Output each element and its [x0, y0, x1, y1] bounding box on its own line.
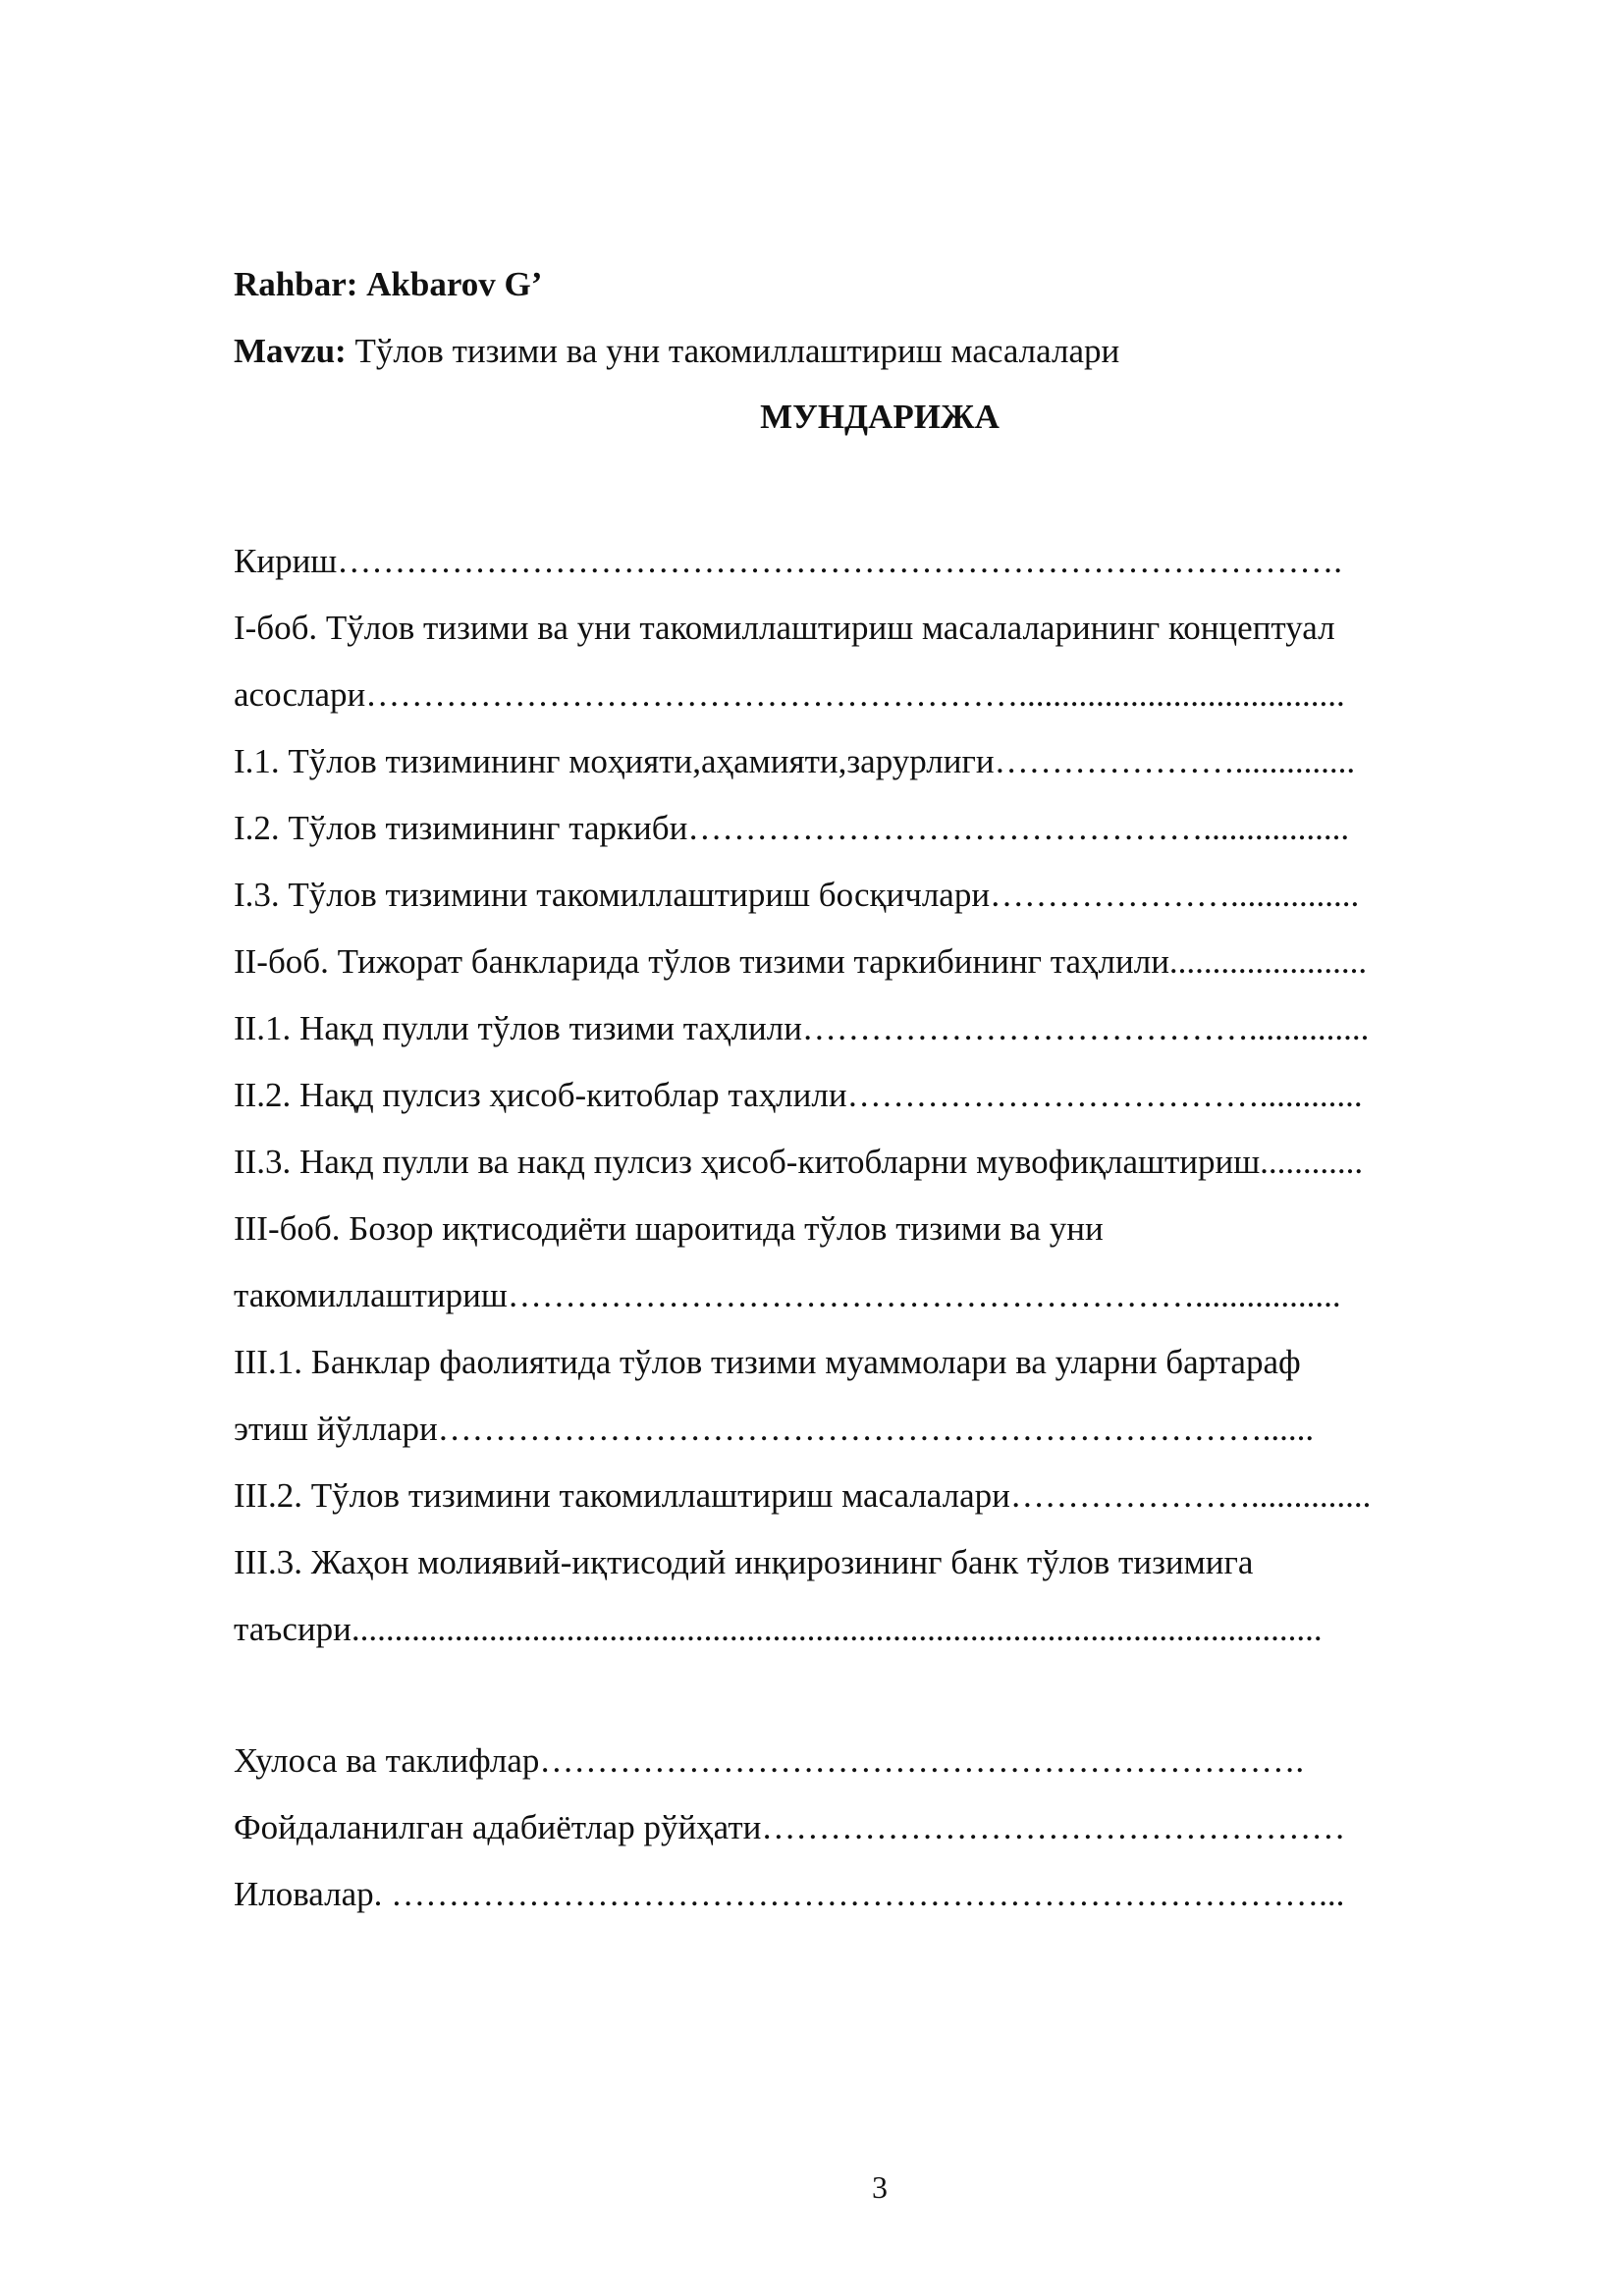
- toc-line-section-3-1-cont: этиш йўллари………………………………………………………………......: [234, 1410, 1315, 1448]
- toc-line-appendices: Иловалар. ………………………………………………………………………...: [234, 1875, 1345, 1913]
- toc-line-conclusion: Хулоса ва таклифлар………………………………………………………….: [234, 1741, 1305, 1780]
- toc-line-section-3-3-cont: таъсири.................................................................................................................: [234, 1610, 1323, 1648]
- topic-label: Mavzu:: [234, 332, 347, 370]
- table-of-contents: [234, 528, 1510, 1928]
- topic-line: [234, 332, 1119, 371]
- toc-line-intro: Кириш…………………………………………………………………………….: [234, 542, 1343, 580]
- toc-spacer: [234, 1663, 1510, 1728]
- toc-title: МУНДАРИЖА: [760, 398, 1000, 436]
- toc-line-chapter-1-cont: асослари…………………………………………………......................................: [234, 675, 1345, 714]
- toc-line-section-1-2: I.2. Тўлов тизимининг таркиби……………………………………….................: [234, 809, 1350, 847]
- supervisor-line: [234, 265, 542, 304]
- toc-line-section-2-1: II.1. Нақд пулли тўлов тизими таҳлили…………………………………..............: [234, 1009, 1370, 1047]
- supervisor-name: Akbarov G’: [366, 265, 543, 303]
- toc-line-chapter-2: II-боб. Тижорат банкларида тўлов тизими таркибининг таҳлили.......................: [234, 942, 1368, 981]
- toc-line-chapter-1: I-боб. Тўлов тизими ва уни такомиллаштириш масалаларининг концептуал: [234, 609, 1335, 647]
- supervisor-label: Rahbar:: [234, 265, 358, 303]
- toc-line-references: Фойдаланилган адабиётлар рўйҳати……………………………………………: [234, 1808, 1346, 1846]
- toc-line-chapter-3: III-боб. Бозор иқтисодиёти шароитида тўлов тизими ва уни: [234, 1209, 1104, 1248]
- toc-line-section-2-3: II.3. Накд пулли ва накд пулсиз ҳисоб-китобларни мувофиқлаштириш............: [234, 1143, 1364, 1181]
- toc-line-section-3-1: III.1. Банклар фаолиятида тўлов тизими муаммолари ва уларни бартараф: [234, 1343, 1301, 1381]
- toc-line-section-1-3: I.3. Тўлов тизимини такомиллаштириш босқичлари…………………...............: [234, 876, 1360, 914]
- toc-line-chapter-3-cont: такомиллаштириш…………………………………………………….................: [234, 1276, 1341, 1314]
- toc-line-section-2-2: II.2. Нақд пулсиз ҳисоб-китоблар таҳлили………………………………............: [234, 1076, 1363, 1114]
- toc-line-section-3-3: III.3. Жаҳон молиявий-иқтисодий инқирозининг банк тўлов тизимига: [234, 1543, 1254, 1581]
- page-number: 3: [872, 2169, 888, 2205]
- toc-line-section-3-2: III.2. Тўлов тизимини такомиллаштириш масалалари…………………..............: [234, 1476, 1372, 1515]
- topic-text: Тўлов тизими ва уни такомиллаштириш масалалари: [354, 332, 1120, 370]
- toc-line-section-1-1: I.1. Тўлов тизимининг моҳияти,аҳамияти,зарурлиги…………………..............: [234, 742, 1356, 780]
